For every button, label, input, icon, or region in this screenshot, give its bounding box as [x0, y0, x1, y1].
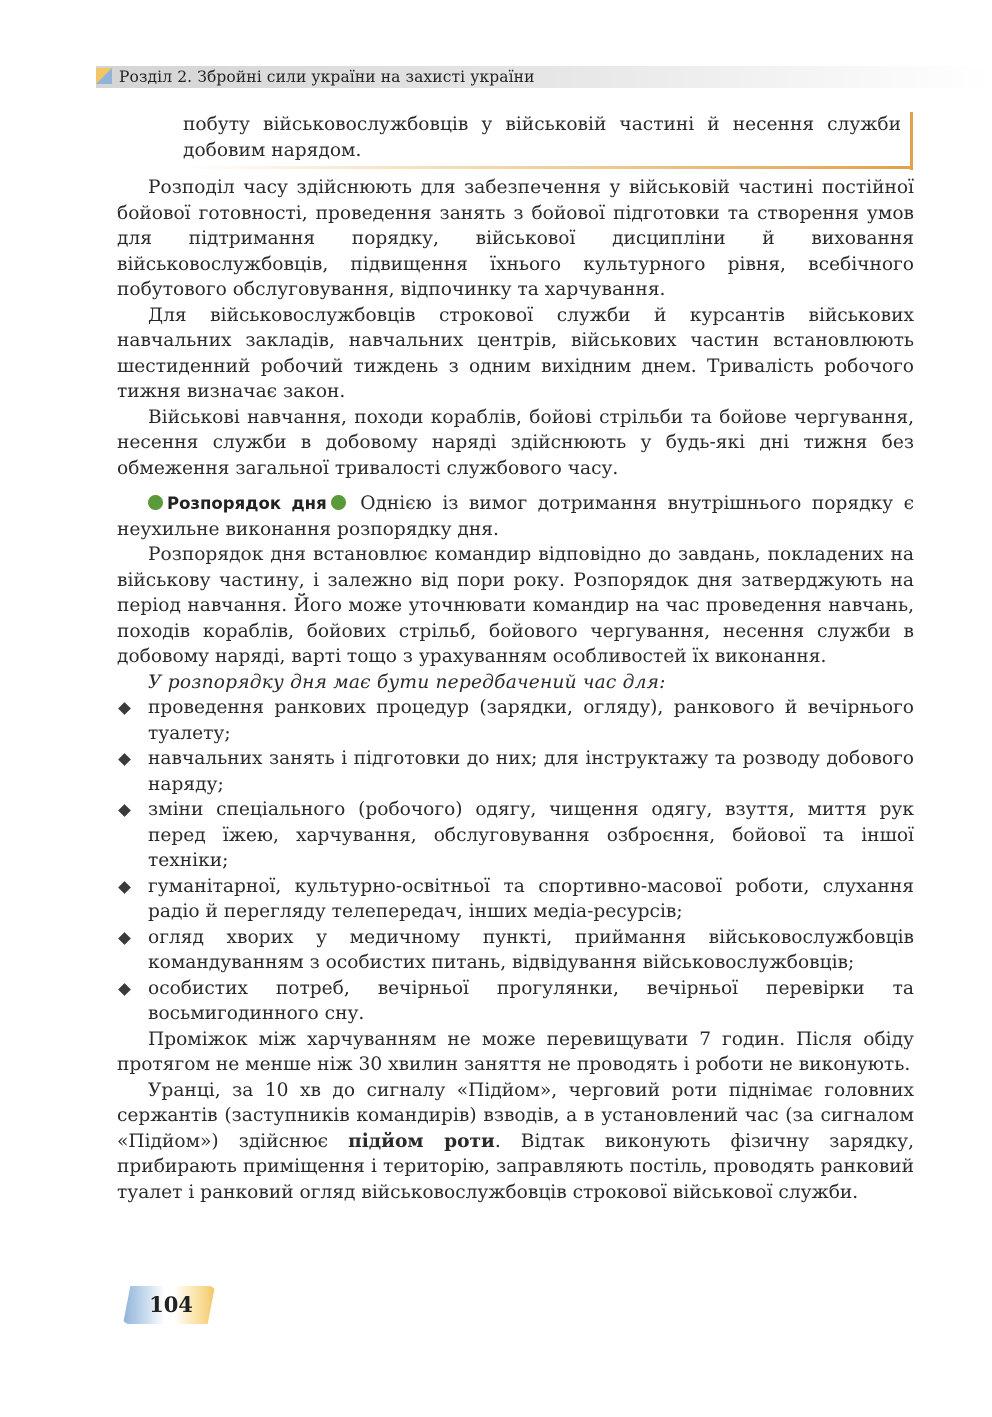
- bullet-list: [117, 695, 914, 1027]
- list-item-text: навчальних занять і підготовки до них; для інструктажу та розводу добового наряду;: [148, 748, 914, 795]
- list-item-text: проведення ранкових процедур (зарядки, огляду), ранкового й вечірнього туалету;: [148, 697, 914, 744]
- diamond-bullet-icon: [118, 881, 131, 894]
- header-marker-icon: [96, 68, 112, 84]
- paragraph: Розпорядок дня встановлює командир відповідно до завдань, покладених на військову частину, і залежно від пори року. Розпорядок дня затверджують на період навчання. Його може уточнювати командир на час проведення навчань, походів кораблів, бойових стрільб, бойового чергування, несення служби в добовому наряді, варті тощо з урахуванням особливостей їх виконання.: [117, 544, 914, 667]
- paragraph-text: . Відтак виконують фізичну зарядку, прибирають приміщення і територію, заправляють постіль, проводять ранковий туалет і ранковий огляд військовослужбовців строкової військової служби.: [117, 1130, 914, 1203]
- paragraph: [117, 1078, 914, 1206]
- note-side-rule: [910, 112, 913, 170]
- note-text: побуту військовослужбовців у військовій частині й несення служби добовим нарядом.: [183, 114, 901, 161]
- paragraph: Проміжок між харчуванням не може перевищувати 7 годин. Після обіду протягом не менше ніж 30 хвилин заняття не проводять і роботи не виконують.: [117, 1028, 914, 1075]
- list-item: [117, 874, 914, 925]
- list-item: [117, 925, 914, 976]
- paragraph: Розподіл часу здійснюють для забезпечення у військовій частині постійної бойової готовності, проведення занять з бойової підготовки та створення умов для підтримання порядку, військової дисципліни й виховання військовослужбовців, підвищення їхнього культурного рівня, всебічного побутового обслуговування, відпочинку та харчування.: [117, 177, 914, 300]
- list-item: [117, 695, 914, 746]
- paragraph: Військові навчання, походи кораблів, бойові стрільби та бойове чергування, несення служби в добовому наряді здійснюють у будь-які дні тижня без обмеження загальної тривалості службового часу.: [117, 406, 914, 479]
- paragraph: Для військовослужбовців строкової служби й курсантів військових навчальних закладів, навчальних центрів, військових частин встановлюють шестиденний робочий тиждень з одним вихідним днем. Тривалість робочого тижня визначає закон.: [117, 304, 914, 402]
- list-item-text: особистих потреб, вечірньої прогулянки, вечірньої перевірки та восьмигодинного сну.: [148, 977, 914, 1024]
- bullet-dot-icon: [148, 495, 163, 510]
- list-item-text: зміни спеціального (робочого) одягу, чищення одягу, взуття, миття рук перед їжею, харчування, обслуговування озброєння, бойової та іншої техніки;: [148, 799, 914, 871]
- section-title: Розпорядок дня: [167, 494, 327, 513]
- diamond-bullet-icon: [118, 932, 131, 945]
- diamond-bullet-icon: [118, 804, 131, 817]
- main-content: [117, 175, 914, 1205]
- diamond-bullet-icon: [118, 983, 131, 996]
- page-number: 104: [149, 1292, 193, 1317]
- note-bottom-rule: [183, 166, 913, 169]
- diamond-bullet-icon: [118, 702, 131, 715]
- section-intro: Однією із вимог дотримання внутрішнього порядку є неухильне виконання розпорядку дня.: [117, 493, 914, 540]
- paragraph-text: Уранці, за 10 хв до сигналу «Підйом», черговий роти піднімає головних сержантів (заступників командирів) взводів, а в установлений час (за сигналом «Підйом») здійснює: [117, 1079, 914, 1152]
- list-item-text: гуманітарної, культурно-освітньої та спортивно-масової роботи, слухання радіо й перегляду телепередач, інших медіа-ресурсів;: [148, 875, 914, 922]
- section-heading-paragraph: [117, 491, 914, 542]
- list-intro: У розпорядку дня має бути передбачений час для:: [148, 671, 666, 693]
- diamond-bullet-icon: [118, 753, 131, 766]
- list-item: [117, 976, 914, 1027]
- list-item: [117, 797, 914, 874]
- list-item-text: огляд хворих у медичному пункті, приймання військовослужбовців командуванням з особистих питань, відвідування військовослужбовців;: [148, 926, 914, 973]
- bullet-dot-icon: [331, 495, 346, 510]
- note-box: [183, 112, 913, 168]
- list-item: [117, 746, 914, 797]
- bold-term: підйом роти: [348, 1130, 495, 1152]
- running-header: Розділ 2. Збройні сили україни на захисті україни: [119, 68, 535, 86]
